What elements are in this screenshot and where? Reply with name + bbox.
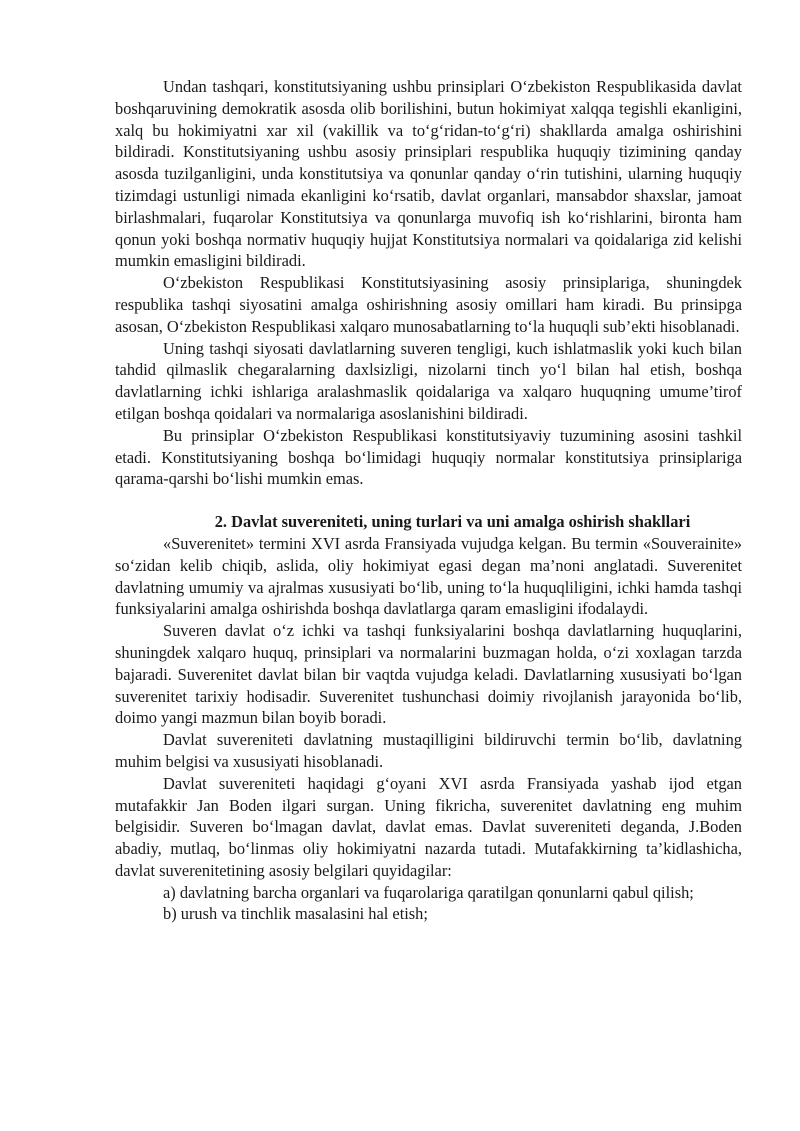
document-page bbox=[115, 76, 742, 925]
list-item: b) urush va tinchlik masalasini hal etish; bbox=[163, 904, 428, 924]
body-paragraph: Bu prinsiplar O‘zbekiston Respublikasi konstitutsiyaviy tuzumining asosini tashkil etadi. Konstitutsiyaning boshqa bo‘limidagi huquqiy normalar konstitutsiya prinsiplariga qarama-qarshi bo‘lishi mumkin emas. bbox=[115, 425, 742, 489]
body-paragraph: Uning tashqi siyosati davlatlarning suveren tengligi, kuch ishlatmaslik yoki kuch bilan tahdid qilmaslik chegaralarning daxlsizligi, nizolarni tinch yo‘l bilan hal etish, boshqa davlatlarning ichki ishlariga aralashmaslik qoidalariga va xalqaro huquqning umume’tirof etilgan boshqa qoidalari va normalariga asoslanishini bildiradi. bbox=[115, 338, 742, 423]
body-paragraph: Undan tashqari, konstitutsiyaning ushbu prinsiplari O‘zbekiston Respublikasida davlat boshqaruvining demokratik asosda olib borilishini, butun hokimiyat xalqqa tegishli ekanligini, xalq bu hokimiyatni xar xil (vakillik va to‘g‘ridan-to‘g‘ri) shakllarda amalga oshirishini bildiradi. Konstitutsiyaning ushbu asosiy prinsiplari respublika huquqiy tizimining qanday asosda tuzilganligini, unda konstitutsiya va qonunlar qanday o‘rin tutishini, ularning huquqiy tizimdagi ustunligi nimada ekanligini ko‘rsatib, davlat organlari, mansabdor shaxslar, jamoat birlashmalari, fuqarolar Konstitutsiya va qonunlarga muvofiq ish ko‘rishlarini, bironta ham qonun yoki boshqa normativ huquqiy hujjat Konstitutsiya normalari va qoidalariga zid kelishi mumkin emasligini bildiradi. bbox=[115, 77, 742, 271]
body-paragraph: O‘zbekiston Respublikasi Konstitutsiyasining asosiy prinsiplariga, shuningdek respublika tashqi siyosatini amalga oshirishning asosiy omillari ham kiradi. Bu prinsipga asosan, O‘zbekiston Respublikasi xalqaro munosabatlarning to‘la huquqli sub’ekti hisoblanadi. bbox=[115, 273, 742, 336]
body-paragraph: Davlat suvereniteti haqidagi g‘oyani XVI asrda Fransiyada yashab ijod etgan mutafakkir Jan Boden ilgari surgan. Uning fikricha, suverenitet davlatning eng muhim belgisidir. Suveren bo‘lmagan davlat, davlat emas. Davlat suvereniteti deganda, J.Boden abadiy, mutlaq, bo‘linmas oliy hokimiyatni nazarda tutadi. Mutafakkirning ta’kidlashicha, davlat suverenitetining asosiy belgilari quyidagilar: bbox=[115, 773, 742, 880]
body-paragraph: Suveren davlat o‘z ichki va tashqi funksiyalarini boshqa davlatlarning huquqlarini, shuningdek xalqaro huquq, prinsiplari va normalarini buzmagan holda, o‘zi xoxlagan tarzda bajaradi. Suverenitet davlat bilan bir vaqtda vujudga keladi. Davlatlarning xususiyati bo‘lgan suverenitet tarixiy hodisadir. Suverenitet tushunchasi doimiy rivojlanish jarayonida bo‘lib, doimo yangi mazmun bilan boyib boradi. bbox=[115, 621, 742, 728]
section-heading: 2. Davlat suvereniteti, uning turlari va uni amalga oshirish shakllari bbox=[214, 512, 691, 532]
body-paragraph: Davlat suvereniteti davlatning mustaqilligini bildiruvchi termin bo‘lib, davlatning muhim belgisi va xususiyati hisoblanadi. bbox=[115, 730, 742, 771]
list-item: a) davlatning barcha organlari va fuqarolariga qaratilgan qonunlarni qabul qilish; bbox=[163, 882, 694, 902]
body-paragraph: «Suverenitet» termini XVI asrda Fransiyada vujudga kelgan. Bu termin «Souverainite» so‘zidan kelib chiqib, aslida, oliy hokimiyat egasi degan ma’noni anglatadi. Suverenitet davlatning umumiy va ajralmas xususiyati bo‘lib, uning to‘la huquqliligini, ichki hamda tashqi funksiyalarini amalga oshirishda boshqa davlatlarga qaram emasligini ifodalaydi. bbox=[115, 533, 742, 619]
